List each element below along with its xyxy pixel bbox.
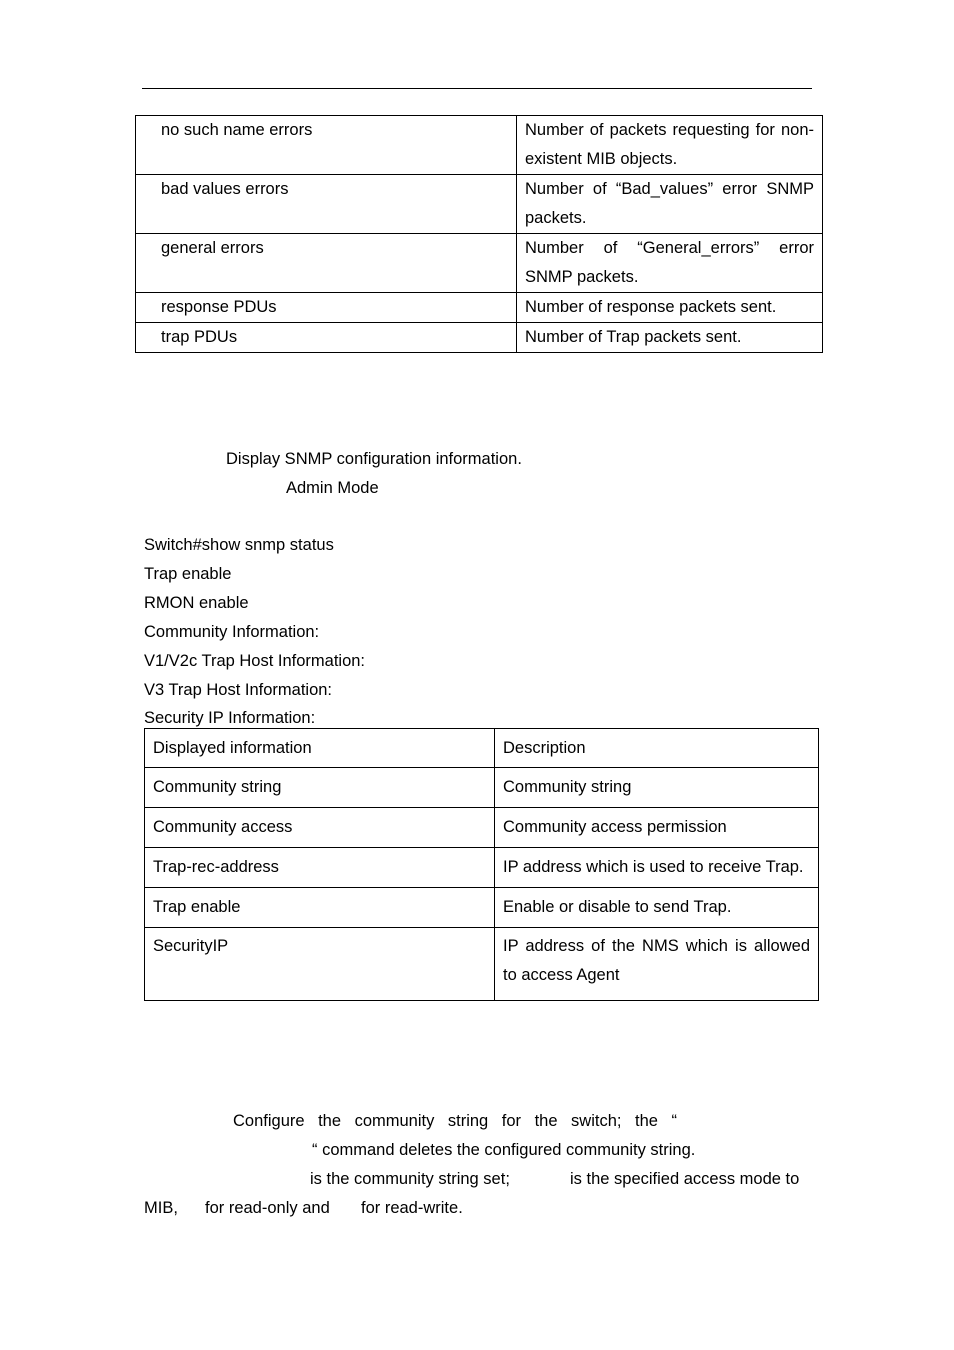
- table-cell: Community access permission: [495, 808, 819, 848]
- config-line-1: Configure the community string for the switch; the “: [233, 1112, 677, 1130]
- table-row: [136, 175, 823, 234]
- snmp-statistics-table: [135, 115, 823, 353]
- table-cell: Community access: [145, 808, 495, 848]
- example-line: Security IP Information:: [144, 709, 316, 727]
- table-row: [145, 808, 819, 848]
- table-cell: SecurityIP: [145, 928, 495, 1001]
- table-cell: Community string: [145, 768, 495, 808]
- example-line: Community Information:: [144, 623, 320, 641]
- table-cell: IP address of the NMS which is allowed to access Agent: [495, 928, 819, 1001]
- table-cell: IP address which is used to receive Trap.: [495, 848, 819, 888]
- example-line: V3 Trap Host Information:: [144, 681, 333, 699]
- table-cell: Trap-rec-address: [145, 848, 495, 888]
- config-line-3a: is the community string set;: [310, 1170, 510, 1188]
- table-cell: Number of Trap packets sent.: [517, 323, 823, 353]
- table-cell: general errors: [136, 234, 517, 293]
- table-row: [136, 323, 823, 353]
- table-cell: bad values errors: [136, 175, 517, 234]
- table-header-cell: Description: [495, 729, 819, 768]
- table-row: [145, 848, 819, 888]
- table-cell: Enable or disable to send Trap.: [495, 888, 819, 928]
- table-header-cell: Displayed information: [145, 729, 495, 768]
- config-line-4b: for read-only and: [205, 1199, 330, 1217]
- table-cell: trap PDUs: [136, 323, 517, 353]
- header-rule: [142, 88, 812, 89]
- config-line-4c: for read-write.: [361, 1199, 463, 1217]
- table-cell: no such name errors: [136, 116, 517, 175]
- table-row: [145, 888, 819, 928]
- table-cell: Number of packets requesting for non-existent MIB objects.: [517, 116, 823, 175]
- config-line-3b: is the specified access mode to: [570, 1170, 800, 1188]
- table-cell: response PDUs: [136, 293, 517, 323]
- table-cell: Number of “Bad_values” error SNMP packets.: [517, 175, 823, 234]
- table-row: [136, 293, 823, 323]
- table-row: [145, 768, 819, 808]
- example-line: Switch#show snmp status: [144, 536, 334, 554]
- table-cell: Community string: [495, 768, 819, 808]
- table-row: [136, 116, 823, 175]
- table-cell: Number of “General_errors” error SNMP packets.: [517, 234, 823, 293]
- example-line: V1/V2c Trap Host Information:: [144, 652, 366, 670]
- table-row: [136, 234, 823, 293]
- table-header-row: [145, 729, 819, 768]
- example-line: Trap enable: [144, 565, 232, 583]
- config-line-2: “ command deletes the configured community string.: [312, 1141, 696, 1159]
- example-line: RMON enable: [144, 594, 249, 612]
- table-cell: Trap enable: [145, 888, 495, 928]
- display-info-table: [144, 728, 819, 1001]
- config-line-4a: MIB,: [144, 1199, 178, 1217]
- table-cell: Number of response packets sent.: [517, 293, 823, 323]
- function-text: Display SNMP configuration information.: [226, 450, 522, 468]
- table-row: [145, 928, 819, 1001]
- mode-text: Admin Mode: [286, 479, 379, 497]
